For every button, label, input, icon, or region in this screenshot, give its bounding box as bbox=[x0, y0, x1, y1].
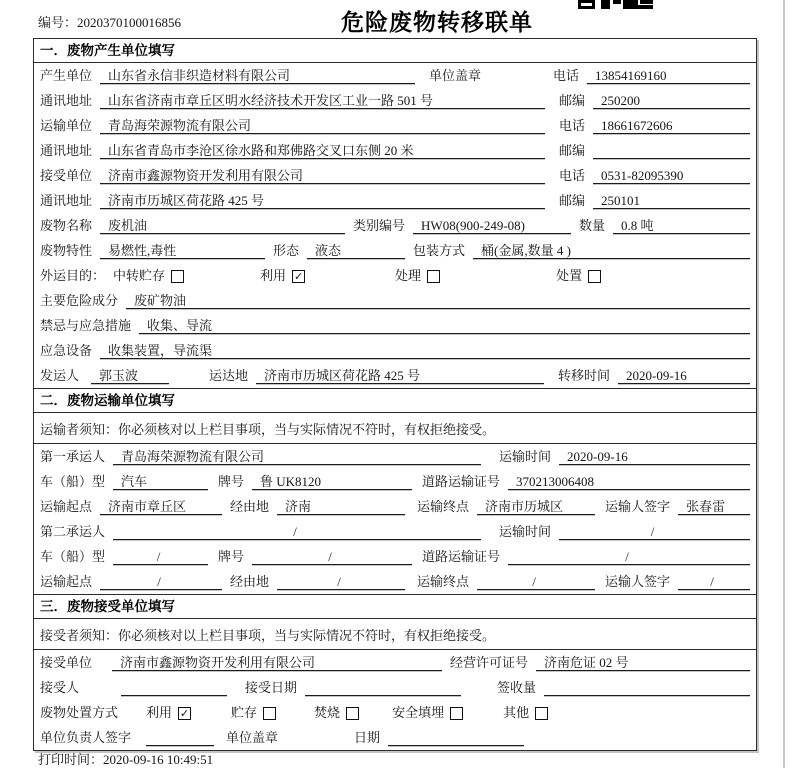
receiver-phone-label: 电话 bbox=[559, 168, 586, 183]
receiver-phone-value: 0531-82095390 bbox=[593, 168, 750, 184]
carrier1-signature-value: 张春雷 bbox=[678, 499, 750, 515]
producer-phone-label: 电话 bbox=[553, 68, 580, 83]
purpose-recycle-label: 利用 bbox=[260, 268, 287, 283]
emergency-measures-value: 收集、导流 bbox=[139, 318, 750, 334]
purpose-transfer-storage-checkbox bbox=[171, 270, 184, 283]
carrier1-vehicle-type-value: 汽车 bbox=[113, 474, 208, 490]
disposal-landfill-label: 安全填埋 bbox=[392, 705, 445, 720]
disposal-other-checkbox bbox=[535, 707, 548, 720]
qr-code-fragment-icon bbox=[578, 0, 654, 9]
carrier2-value: / bbox=[113, 524, 481, 540]
form-row bbox=[34, 88, 756, 113]
purpose-disposal bbox=[556, 268, 601, 284]
carrier1-vehicle-type-label: 车（船）型 bbox=[40, 474, 106, 489]
transfer-purpose-label: 外运目的： bbox=[40, 268, 106, 283]
unit-seal-label: 单位盖章 bbox=[226, 730, 279, 745]
disposal-incineration bbox=[314, 705, 359, 721]
responsible-signature-value bbox=[146, 730, 214, 746]
receiver-address-label: 通讯地址 bbox=[40, 193, 93, 208]
emergency-equipment-label: 应急设备 bbox=[40, 343, 93, 358]
form-row bbox=[34, 313, 756, 338]
disposal-storage-label: 贮存 bbox=[231, 705, 258, 720]
disposal-other-label: 其他 bbox=[503, 705, 530, 720]
waste-property-label: 废物特性 bbox=[40, 243, 93, 258]
form-row bbox=[34, 263, 756, 288]
form-row bbox=[34, 725, 756, 750]
section-receiver-title: 三．废物接受单位填写 bbox=[34, 595, 756, 619]
form-row bbox=[34, 188, 756, 213]
producer-unit-label: 产生单位 bbox=[40, 68, 93, 83]
transporter-unit-value: 青岛海荣源物流有限公司 bbox=[100, 118, 545, 134]
destination-label: 运达地 bbox=[209, 368, 249, 383]
print-time-label: 打印时间： bbox=[38, 752, 104, 767]
transporter-postcode-value bbox=[593, 143, 750, 159]
waste-code-value: HW08(900-249-08) bbox=[413, 218, 571, 234]
carrier2-endpoint-value: / bbox=[477, 574, 595, 590]
receiver-postcode-value: 250101 bbox=[593, 193, 750, 209]
main-hazard-value: 废矿物油 bbox=[126, 293, 750, 309]
carrier2-time-label: 运输时间 bbox=[499, 524, 552, 539]
waste-quantity-label: 数量 bbox=[579, 218, 606, 233]
waste-quantity-value: 0.8 吨 bbox=[613, 218, 750, 234]
carrier1-via-label: 经由地 bbox=[230, 499, 270, 514]
receiver-postcode-label: 邮编 bbox=[559, 193, 586, 208]
waste-name-value: 废机油 bbox=[100, 218, 345, 234]
receive-person-value bbox=[121, 680, 227, 696]
emergency-measures-label: 禁忌与应急措施 bbox=[40, 318, 132, 333]
serial-number-value: 2020370100016856 bbox=[77, 15, 182, 30]
purpose-treatment-label: 处理 bbox=[395, 268, 422, 283]
license-number-label: 经营许可证号 bbox=[450, 655, 529, 670]
section-transport-notice: 运输者须知：你必须核对以上栏目事项，当与实际情况不符时，有权拒绝接受。 bbox=[34, 413, 756, 444]
transporter-unit-label: 运输单位 bbox=[40, 118, 93, 133]
waste-property-value: 易燃性,毒性 bbox=[100, 243, 265, 259]
producer-address-value: 山东省济南市章丘区明水经济技术开发区工业一路 501 号 bbox=[100, 93, 545, 109]
transporter-address-label: 通讯地址 bbox=[40, 143, 93, 158]
form-row bbox=[34, 519, 756, 544]
producer-postcode-value: 250200 bbox=[593, 93, 750, 109]
waste-form-label: 形态 bbox=[273, 243, 300, 258]
carrier2-signature-value: / bbox=[678, 574, 750, 590]
receive-unit-label: 接受单位 bbox=[40, 655, 93, 670]
carrier1-time-label: 运输时间 bbox=[499, 449, 552, 464]
transfer-manifest-table bbox=[33, 38, 757, 751]
form-row bbox=[34, 675, 756, 700]
purpose-treatment bbox=[395, 268, 440, 284]
page-title: 危险废物转移联单 bbox=[341, 9, 533, 35]
purpose-disposal-checkbox bbox=[588, 270, 601, 283]
disposal-storage bbox=[231, 705, 276, 721]
carrier2-origin-value: / bbox=[100, 574, 222, 590]
transporter-phone-value: 18661672606 bbox=[593, 118, 750, 134]
carrier2-endpoint-label: 运输终点 bbox=[417, 574, 470, 589]
form-row bbox=[34, 163, 756, 188]
transporter-phone-label: 电话 bbox=[559, 118, 586, 133]
disposal-other bbox=[503, 705, 548, 721]
carrier2-signature-label: 运输人签字 bbox=[605, 574, 671, 589]
purpose-recycle-checkbox: ✓ bbox=[293, 269, 304, 283]
disposal-recycle bbox=[146, 705, 191, 721]
carrier2-via-label: 经由地 bbox=[230, 574, 270, 589]
form-row bbox=[34, 63, 756, 88]
producer-address-label: 通讯地址 bbox=[40, 93, 93, 108]
received-quantity-label: 签收量 bbox=[497, 680, 537, 695]
carrier1-label: 第一承运人 bbox=[40, 449, 106, 464]
carrier2-label: 第二承运人 bbox=[40, 524, 106, 539]
main-hazard-label: 主要危险成分 bbox=[40, 293, 119, 308]
carrier2-permit-value: / bbox=[508, 549, 750, 565]
transfer-date-label: 转移时间 bbox=[558, 368, 611, 383]
transfer-date-value: 2020-09-16 bbox=[618, 368, 750, 384]
waste-form-value: 液态 bbox=[307, 243, 405, 259]
carrier1-signature-label: 运输人签字 bbox=[605, 499, 671, 514]
receiver-unit-value: 济南市鑫源物资开发利用有限公司 bbox=[100, 168, 545, 184]
form-row bbox=[34, 444, 756, 469]
disposal-recycle-label: 利用 bbox=[146, 705, 173, 720]
form-row bbox=[34, 650, 756, 675]
purpose-transfer-storage bbox=[113, 268, 184, 284]
receiver-unit-label: 接受单位 bbox=[40, 168, 93, 183]
seal-date-label: 日期 bbox=[354, 730, 381, 745]
section-transport-title: 二．废物运输单位填写 bbox=[34, 389, 756, 413]
waste-packaging-label: 包装方式 bbox=[413, 243, 466, 258]
carrier1-endpoint-label: 运输终点 bbox=[417, 499, 470, 514]
section-producer bbox=[34, 39, 756, 388]
carrier2-plate-label: 牌号 bbox=[218, 549, 245, 564]
carrier1-plate-value: 鲁 UK8120 bbox=[252, 474, 412, 490]
disposal-method-label: 废物处置方式 bbox=[40, 705, 119, 720]
form-row bbox=[34, 288, 756, 313]
carrier1-origin-label: 运输起点 bbox=[40, 499, 93, 514]
carrier2-vehicle-type-label: 车（船）型 bbox=[40, 549, 106, 564]
producer-postcode-label: 邮编 bbox=[559, 93, 586, 108]
serial-number bbox=[38, 12, 181, 31]
print-time bbox=[38, 749, 213, 768]
disposal-landfill-checkbox bbox=[450, 707, 463, 720]
form-row bbox=[34, 700, 756, 725]
purpose-transfer-storage-label: 中转贮存 bbox=[113, 268, 166, 283]
purpose-recycle bbox=[260, 268, 305, 284]
carrier2-vehicle-type-value: / bbox=[113, 549, 208, 565]
responsible-signature-label: 单位负责人签字 bbox=[40, 730, 132, 745]
destination-value: 济南市历城区荷花路 425 号 bbox=[256, 368, 544, 384]
section-producer-title: 一．废物产生单位填写 bbox=[34, 39, 756, 63]
receive-person-label: 接受人 bbox=[40, 680, 80, 695]
receive-date-label: 接受日期 bbox=[245, 680, 298, 695]
receive-date-value bbox=[305, 680, 461, 696]
carrier2-plate-value: / bbox=[252, 549, 412, 565]
carrier1-via-value: 济南 bbox=[277, 499, 405, 515]
purpose-disposal-label: 处置 bbox=[556, 268, 583, 283]
transporter-address-value: 山东省青岛市李沧区徐水路和郑佛路交叉口东侧 20 米 bbox=[100, 143, 545, 159]
carrier1-value: 青岛海荣源物流有限公司 bbox=[113, 449, 481, 465]
seal-date-value bbox=[388, 730, 524, 746]
carrier2-permit-label: 道路运输证号 bbox=[422, 549, 501, 564]
form-row bbox=[34, 469, 756, 494]
form-row bbox=[34, 494, 756, 519]
disposal-landfill bbox=[392, 705, 463, 721]
disposal-incineration-checkbox bbox=[346, 707, 359, 720]
transporter-postcode-label: 邮编 bbox=[559, 143, 586, 158]
section-receiver-notice: 接受者须知：你必须核对以上栏目事项，当与实际情况不符时，有权拒绝接受。 bbox=[34, 619, 756, 650]
page-edge-line bbox=[783, 0, 785, 768]
receive-unit-value: 济南市鑫源物资开发利用有限公司 bbox=[112, 655, 442, 671]
carrier1-endpoint-value: 济南市历城区 bbox=[477, 499, 595, 515]
received-quantity-value bbox=[544, 680, 750, 696]
emergency-equipment-value: 收集装置，导流渠 bbox=[100, 343, 750, 359]
carrier2-via-value: / bbox=[277, 574, 405, 590]
consignor-label: 发运人 bbox=[40, 368, 80, 383]
form-row bbox=[34, 238, 756, 263]
purpose-treatment-checkbox bbox=[427, 270, 440, 283]
producer-seal-label: 单位盖章 bbox=[429, 68, 482, 83]
form-row bbox=[34, 338, 756, 363]
carrier2-time-value: / bbox=[559, 524, 750, 540]
serial-number-label: 编号： bbox=[38, 15, 78, 30]
carrier1-plate-label: 牌号 bbox=[218, 474, 245, 489]
form-row bbox=[34, 113, 756, 138]
form-row bbox=[34, 544, 756, 569]
carrier1-permit-label: 道路运输证号 bbox=[422, 474, 501, 489]
form-row bbox=[34, 569, 756, 594]
carrier1-time-value: 2020-09-16 bbox=[559, 449, 750, 465]
form-row bbox=[34, 363, 756, 388]
section-receiver bbox=[34, 594, 756, 750]
waste-code-label: 类别编号 bbox=[353, 218, 406, 233]
waste-name-label: 废物名称 bbox=[40, 218, 93, 233]
form-row bbox=[34, 213, 756, 238]
producer-unit-value: 山东省永信非织造材料有限公司 bbox=[100, 68, 415, 84]
carrier2-origin-label: 运输起点 bbox=[40, 574, 93, 589]
print-time-value: 2020-09-16 10:49:51 bbox=[103, 752, 214, 767]
license-number-value: 济南危证 02 号 bbox=[536, 655, 750, 671]
form-row bbox=[34, 138, 756, 163]
consignor-value: 郭玉波 bbox=[91, 368, 169, 384]
waste-packaging-value: 桶(金属,数量 4 ) bbox=[473, 243, 750, 259]
section-transport bbox=[34, 388, 756, 594]
receiver-address-value: 济南市历城区荷花路 425 号 bbox=[100, 193, 545, 209]
carrier1-origin-value: 济南市章丘区 bbox=[100, 499, 222, 515]
carrier1-permit-value: 370213006408 bbox=[508, 474, 750, 490]
disposal-storage-checkbox bbox=[263, 707, 276, 720]
disposal-recycle-checkbox: ✓ bbox=[179, 706, 190, 720]
disposal-incineration-label: 焚烧 bbox=[314, 705, 341, 720]
producer-phone-value: 13854169160 bbox=[587, 68, 750, 84]
